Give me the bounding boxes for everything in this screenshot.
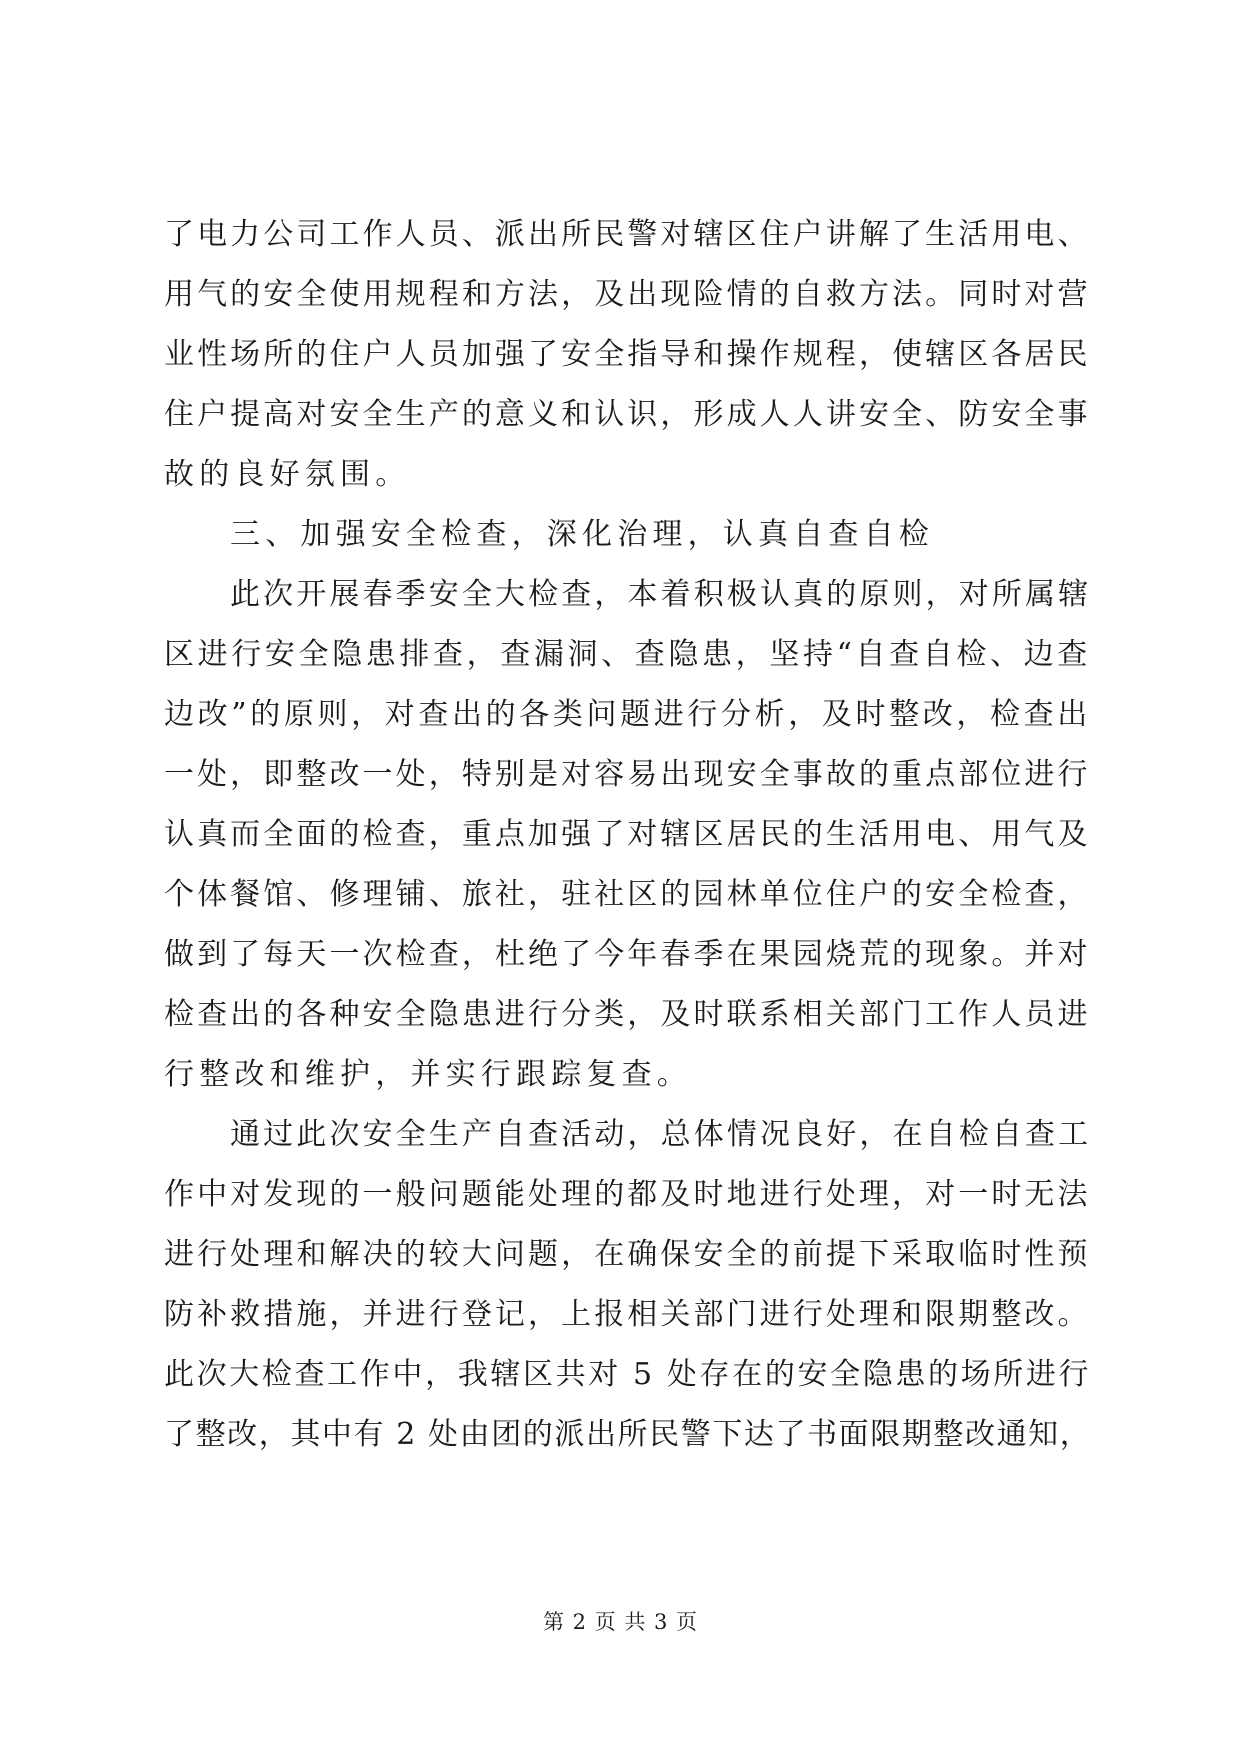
text-line: 做到了每天一次检查，杜绝了今年春季在果园烧荒的现象。并对 (164, 937, 1091, 972)
section-heading: 三、加强安全检查，深化治理，认真自查自检 (230, 517, 934, 552)
text-line: 检查出的各种安全隐患进行分类，及时联系相关部门工作人员进 (164, 997, 1091, 1032)
text-line: 行整改和维护，并实行跟踪复查。 (164, 1057, 692, 1092)
page-number-footer: 第 2 页 共 3 页 (542, 1610, 699, 1634)
text-line: 此次大检查工作中，我辖区共对 5 处存在的安全隐患的场所进行 (164, 1357, 1092, 1392)
text-line: 住户提高对安全生产的意义和认识，形成人人讲安全、防安全事 (164, 397, 1091, 432)
text-line: 了电力公司工作人员、派出所民警对辖区住户讲解了生活用电、 (164, 217, 1091, 252)
text-line: 作中对发现的一般问题能处理的都及时地进行处理，对一时无法 (164, 1177, 1091, 1212)
text-line: 业性场所的住户人员加强了安全指导和操作规程，使辖区各居民 (164, 337, 1091, 372)
text-line: 防补救措施，并进行登记，上报相关部门进行处理和限期整改。 (164, 1297, 1091, 1332)
text-line: 通过此次安全生产自查活动，总体情况良好，在自检自查工 (230, 1117, 1092, 1152)
text-line: 区进行安全隐患排查，查漏洞、查隐患，坚持“自查自检、边查 (164, 637, 1091, 672)
text-line: 了整改，其中有 2 处由团的派出所民警下达了书面限期整改通知， (164, 1417, 1092, 1452)
text-line: 进行处理和解决的较大问题，在确保安全的前提下采取临时性预 (164, 1237, 1091, 1272)
text-line: 此次开展春季安全大检查，本着积极认真的原则，对所属辖 (230, 577, 1092, 612)
text-line: 故的良好氛围。 (164, 457, 411, 492)
text-line: 用气的安全使用规程和方法，及出现险情的自救方法。同时对营 (164, 277, 1091, 312)
text-line: 认真而全面的检查，重点加强了对辖区居民的生活用电、用气及 (164, 817, 1091, 852)
text-line: 个体餐馆、修理铺、旅社，驻社区的园林单位住户的安全检查， (164, 877, 1091, 912)
text-line: 一处，即整改一处，特别是对容易出现安全事故的重点部位进行 (164, 757, 1091, 792)
text-line: 边改”的原则，对查出的各类问题进行分析，及时整改，检查出 (164, 697, 1091, 732)
